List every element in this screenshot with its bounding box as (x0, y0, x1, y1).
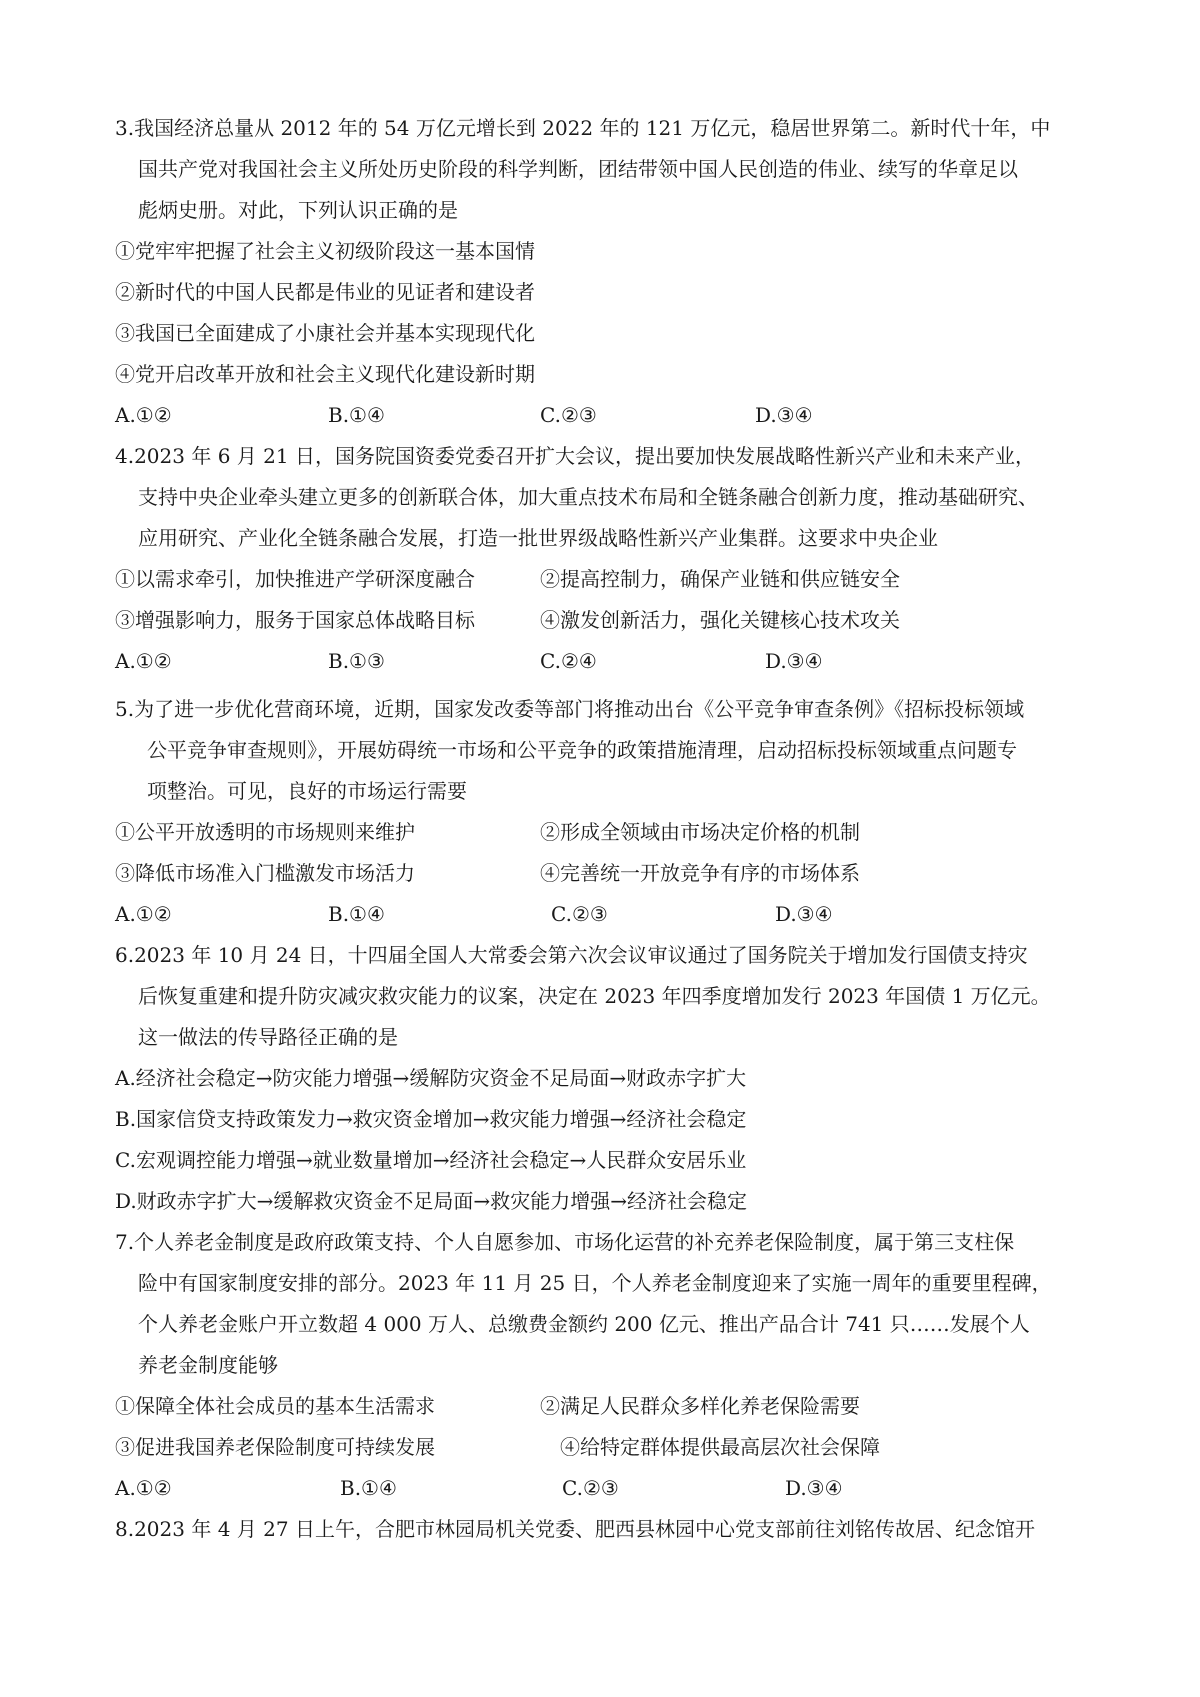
question-stem: 彪炳史册。对此，下列认识正确的是 (138, 198, 458, 222)
answer-options (0, 1467, 1200, 1509)
option-b: B.①④ (328, 403, 385, 427)
statement: ④完善统一开放竞争有序的市场体系 (540, 861, 860, 885)
statement: ④激发创新活力，强化关键核心技术攻关 (540, 608, 900, 632)
option-c: C.②④ (540, 649, 597, 673)
option-a: A.经济社会稳定→防灾能力增强→缓解防灾资金不足局面→财政赤字扩大 (115, 1066, 747, 1090)
question-stem: 国共产党对我国社会主义所处历史阶段的科学判断，团结带领中国人民创造的伟业、续写的华章足以 (138, 157, 1018, 181)
option-d: D.③④ (765, 649, 823, 673)
question-stem: 支持中央企业牵头建立更多的创新联合体，加大重点技术布局和全链条融合创新力度，推动基础研究、 (138, 485, 1038, 509)
option-a: A.①② (115, 1476, 172, 1500)
statement: ①公平开放透明的市场规则来维护 (115, 820, 415, 844)
option-b: B.①③ (328, 649, 385, 673)
statement: ④给特定群体提供最高层次社会保障 (560, 1435, 880, 1459)
statement: ②形成全领域由市场决定价格的机制 (540, 820, 860, 844)
statement: ③降低市场准入门槛激发市场活力 (115, 861, 415, 885)
option-d: D.③④ (785, 1476, 843, 1500)
statement: ③我国已全面建成了小康社会并基本实现现代化 (115, 321, 535, 345)
option-a: A.①② (115, 403, 172, 427)
question-stem: 3.我国经济总量从 2012 年的 54 万亿元增长到 2022 年的 121 万亿元，稳居世界第二。新时代十年，中 (115, 116, 1051, 140)
statement: ③促进我国养老保险制度可持续发展 (115, 1435, 435, 1459)
question-stem: 项整治。可见，良好的市场运行需要 (147, 779, 467, 803)
statement: ②新时代的中国人民都是伟业的见证者和建设者 (115, 280, 535, 304)
option-a: A.①② (115, 649, 172, 673)
statement: ①保障全体社会成员的基本生活需求 (115, 1394, 435, 1418)
option-b: B.①④ (340, 1476, 397, 1500)
statement: ②提高控制力，确保产业链和供应链安全 (540, 567, 900, 591)
question-stem: 这一做法的传导路径正确的是 (138, 1025, 398, 1049)
question-stem: 6.2023 年 10 月 24 日，十四届全国人大常委会第六次会议审议通过了国务院关于增加发行国债支持灾 (115, 943, 1028, 967)
answer-options (0, 394, 1200, 436)
option-b: B.国家信贷支持政策发力→救灾资金增加→救灾能力增强→经济社会稳定 (115, 1107, 747, 1131)
option-d: D.财政赤字扩大→缓解救灾资金不足局面→救灾能力增强→经济社会稳定 (115, 1189, 747, 1213)
question-stem: 公平竞争审查规则》，开展妨碍统一市场和公平竞争的政策措施清理，启动招标投标领域重点问题专 (147, 738, 1017, 762)
answer-options (0, 640, 1200, 682)
question-stem: 8.2023 年 4 月 27 日上午，合肥市林园局机关党委、肥西县林园中心党支部前往刘铭传故居、纪念馆开 (115, 1517, 1035, 1541)
option-c: C.宏观调控能力增强→就业数量增加→经济社会稳定→人民群众安居乐业 (115, 1148, 747, 1172)
option-c: C.②③ (551, 902, 608, 926)
statement: ①党牢牢把握了社会主义初级阶段这一基本国情 (115, 239, 535, 263)
question-stem: 4.2023 年 6 月 21 日，国务院国资委党委召开扩大会议，提出要加快发展战略性新兴产业和未来产业， (115, 444, 1035, 468)
question-stem: 5.为了进一步优化营商环境，近期，国家发改委等部门将推动出台《公平竞争审查条例》《招标投标领域 (115, 697, 1025, 721)
question-stem: 养老金制度能够 (138, 1353, 278, 1377)
option-d: D.③④ (775, 902, 833, 926)
option-b: B.①④ (328, 902, 385, 926)
statement: ③增强影响力，服务于国家总体战略目标 (115, 608, 475, 632)
option-c: C.②③ (562, 1476, 619, 1500)
question-stem: 应用研究、产业化全链条融合发展，打造一批世界级战略性新兴产业集群。这要求中央企业 (138, 526, 938, 550)
option-d: D.③④ (755, 403, 813, 427)
answer-options (0, 893, 1200, 935)
statement: ④党开启改革开放和社会主义现代化建设新时期 (115, 362, 535, 386)
question-stem: 7.个人养老金制度是政府政策支持、个人自愿参加、市场化运营的补充养老保险制度，属于第三支柱保 (115, 1230, 1015, 1254)
statement: ①以需求牵引，加快推进产学研深度融合 (115, 567, 475, 591)
question-stem: 后恢复重建和提升防灾减灾救灾能力的议案，决定在 2023 年四季度增加发行 2023 年国债 1 万亿元。 (138, 984, 1051, 1008)
question-stem: 个人养老金账户开立数超 4 000 万人、总缴费金额约 200 亿元、推出产品合计 741 只……发展个人 (138, 1312, 1030, 1336)
question-stem: 险中有国家制度安排的部分。2023 年 11 月 25 日，个人养老金制度迎来了实施一周年的重要里程碑， (138, 1271, 1052, 1295)
option-a: A.①② (115, 902, 172, 926)
option-c: C.②③ (540, 403, 597, 427)
statement: ②满足人民群众多样化养老保险需要 (540, 1394, 860, 1418)
